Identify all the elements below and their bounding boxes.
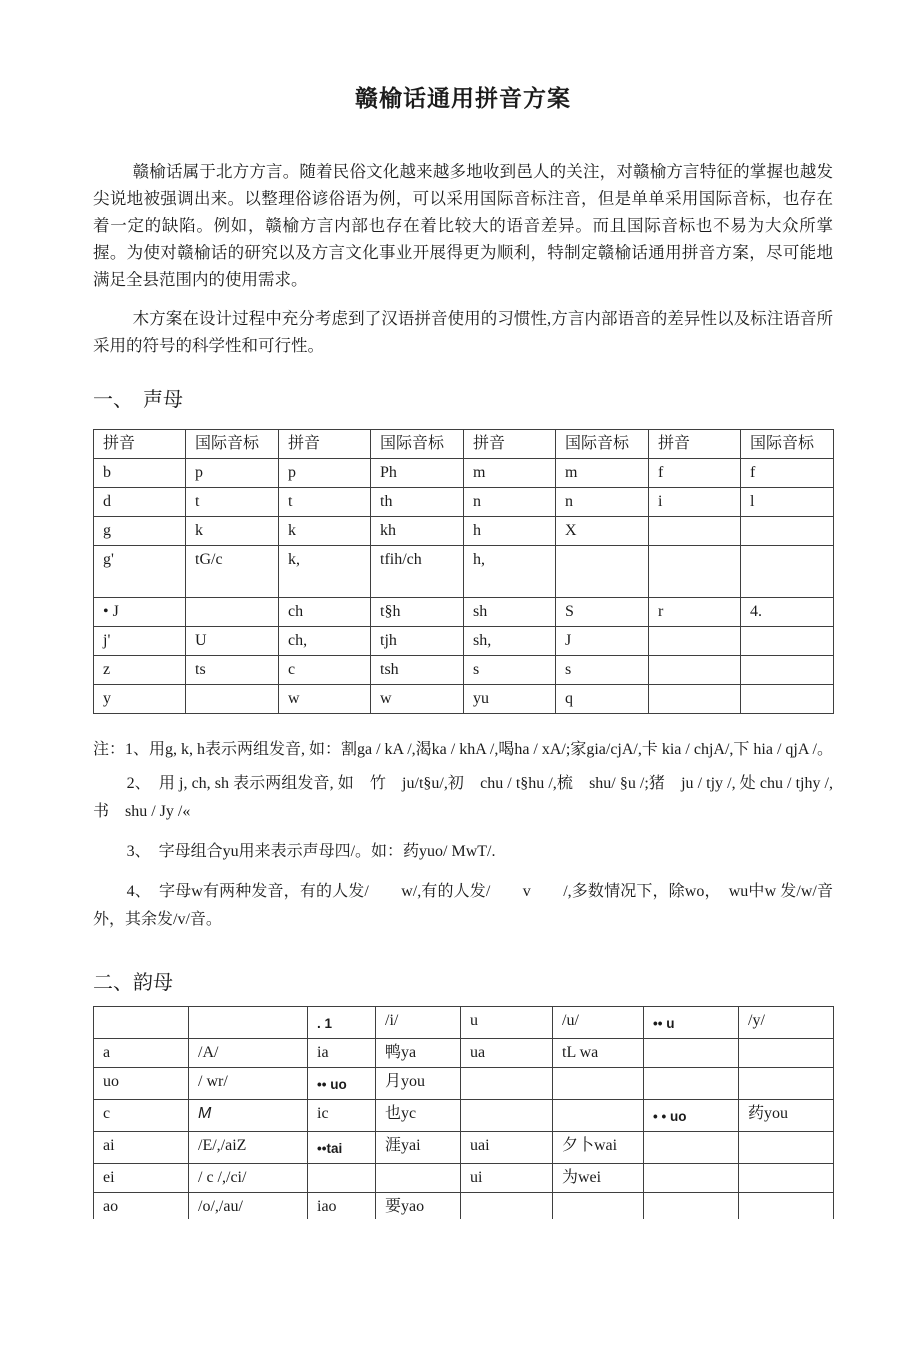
table-cell: b: [94, 459, 186, 488]
table-cell: [649, 627, 741, 656]
table-cell: [644, 1193, 739, 1220]
table-cell: tjh: [371, 627, 464, 656]
table-cell: 国际音标: [556, 430, 649, 459]
note-2: 2、 用 j, ch, sh 表示两组发音, 如 竹 ju/t§u/,初 chu / t§hu /,梳 shu/ §u /;猪 ju / tjy /, 处 chu / tjhy /,书 shu / Jy /«: [93, 775, 833, 820]
table-cell: /i/: [376, 1007, 461, 1039]
table-cell: t§h: [371, 598, 464, 627]
table-cell: a: [94, 1039, 189, 1068]
table-cell: l: [741, 488, 834, 517]
table-cell: uai: [461, 1132, 553, 1164]
table-cell: /y/: [739, 1007, 834, 1039]
table-cell: /E/,/aiZ: [189, 1132, 308, 1164]
table-cell: g': [94, 546, 186, 598]
table-cell: n: [464, 488, 556, 517]
table-cell: [461, 1068, 553, 1100]
table-cell: 国际音标: [741, 430, 834, 459]
table-cell: 夕卜wai: [553, 1132, 644, 1164]
table-cell: ic: [308, 1100, 376, 1132]
table-cell: g: [94, 517, 186, 546]
document-content: [93, 0, 833, 1219]
table-cell: m: [464, 459, 556, 488]
table-cell: q: [556, 685, 649, 714]
table-cell: [553, 1100, 644, 1132]
table-cell: [94, 1007, 189, 1039]
table-cell: / c /,/ci/: [189, 1164, 308, 1193]
intro-paragraph-2: 木方案在设计过程中充分考虑到了汉语拼音使用的习惯性,方言内部语音的差异性以及标注语音所采用的符号的科学性和可行性。: [93, 309, 833, 355]
table-cell: r: [649, 598, 741, 627]
table-cell: / wr/: [189, 1068, 308, 1100]
table-cell: [649, 685, 741, 714]
table-cell: [739, 1068, 834, 1100]
table-cell: n: [556, 488, 649, 517]
table-cell: 药you: [739, 1100, 834, 1132]
table-cell: f: [649, 459, 741, 488]
table-cell: •• u: [644, 1007, 739, 1039]
section-heading-finals: 二、韵母: [93, 972, 173, 994]
table-cell: h,: [464, 546, 556, 598]
table-cell: [739, 1193, 834, 1220]
table-cell: • J: [94, 598, 186, 627]
table-cell: ts: [186, 656, 279, 685]
table-cell: ei: [94, 1164, 189, 1193]
table-cell: u: [461, 1007, 553, 1039]
table-cell: [556, 546, 649, 598]
table-cell: /u/: [553, 1007, 644, 1039]
table-cell: z: [94, 656, 186, 685]
table-cell: m: [556, 459, 649, 488]
table-cell: t: [186, 488, 279, 517]
table-cell: ia: [308, 1039, 376, 1068]
table-cell: k: [186, 517, 279, 546]
table-cell: [741, 685, 834, 714]
table-cell: h: [464, 517, 556, 546]
table-cell: [376, 1164, 461, 1193]
table-cell: p: [186, 459, 279, 488]
table-cell: ai: [94, 1132, 189, 1164]
table-cell: 涯yai: [376, 1132, 461, 1164]
table-cell: c: [94, 1100, 189, 1132]
table-cell: [741, 656, 834, 685]
table-cell: 为wei: [553, 1164, 644, 1193]
table-cell: ••tai: [308, 1132, 376, 1164]
table-cell: tG/c: [186, 546, 279, 598]
table-cell: k: [279, 517, 371, 546]
table-cell: s: [464, 656, 556, 685]
table-cell: X: [556, 517, 649, 546]
table-cell: [644, 1039, 739, 1068]
table-cell: •• uo: [308, 1068, 376, 1100]
table-cell: ui: [461, 1164, 553, 1193]
note-1: 注：1、用g, k, h表示两组发音, 如：割ga / kA /,渴ka / khA /,喝ha / xA/;家gia/cjA/,卡 kia / chjA/,下 hia / qjA /。: [93, 741, 833, 758]
table-cell: J: [556, 627, 649, 656]
table-cell: sh: [464, 598, 556, 627]
table-cell: 拼音: [94, 430, 186, 459]
finals-table: [93, 1006, 834, 1219]
table-cell: [739, 1132, 834, 1164]
table-cell: [186, 685, 279, 714]
table-cell: [741, 546, 834, 598]
table-cell: t: [279, 488, 371, 517]
table-cell: 4.: [741, 598, 834, 627]
table-cell: [308, 1164, 376, 1193]
table-cell: U: [186, 627, 279, 656]
table-cell: [461, 1100, 553, 1132]
table-cell: k,: [279, 546, 371, 598]
notes-block: [93, 730, 833, 934]
table-cell: [644, 1132, 739, 1164]
table-cell: tsh: [371, 656, 464, 685]
table-cell: 也yc: [376, 1100, 461, 1132]
table-cell: [741, 517, 834, 546]
table-cell: Ph: [371, 459, 464, 488]
intro-paragraph-1: 赣榆话属于北方方言。随着民俗文化越来越多地收到邑人的关注，对赣榆方言特征的掌握也越发尖说地被强调出来。以整理俗谚俗语为例，可以采用国际音标注音，但是单单采用国际音标，也存在着一定的缺陷。例如，赣榆方言内部也存在着比较大的语音差异。而且国际音标也不易为大众所掌握。为使对赣榆话的研究以及方言文化事业开展得更为顺利，特制定赣榆话通用拼音方案，尽可能地满足全县范围内的使用需求。: [93, 162, 833, 289]
table-cell: j': [94, 627, 186, 656]
table-cell: 国际音标: [186, 430, 279, 459]
table-cell: /o/,/au/: [189, 1193, 308, 1220]
table-cell: kh: [371, 517, 464, 546]
table-cell: f: [741, 459, 834, 488]
table-cell: [739, 1164, 834, 1193]
table-cell: iao: [308, 1193, 376, 1220]
table-cell: S: [556, 598, 649, 627]
table-cell: 拼音: [464, 430, 556, 459]
note-4: 4、 字母w有两种发音，有的人发/ w/,有的人发/ v /,多数情况下，除wo， wu中w 发/w/音外，其余发/v/音。: [93, 883, 833, 928]
table-cell: ch,: [279, 627, 371, 656]
table-cell: w: [371, 685, 464, 714]
table-cell: d: [94, 488, 186, 517]
table-cell: • • uo: [644, 1100, 739, 1132]
section-heading-initials: 一、 声母: [93, 389, 183, 411]
table-cell: 拼音: [279, 430, 371, 459]
table-cell: 要yao: [376, 1193, 461, 1220]
table-cell: [649, 656, 741, 685]
table-cell: c: [279, 656, 371, 685]
table-cell: th: [371, 488, 464, 517]
table-cell: 国际音标: [371, 430, 464, 459]
table-cell: [553, 1193, 644, 1220]
table-cell: ch: [279, 598, 371, 627]
table-cell: [739, 1039, 834, 1068]
initials-table: [93, 429, 834, 714]
table-cell: . 1: [308, 1007, 376, 1039]
table-cell: tL wa: [553, 1039, 644, 1068]
table-cell: /A/: [189, 1039, 308, 1068]
table-cell: [649, 546, 741, 598]
table-cell: [741, 627, 834, 656]
table-cell: 拼音: [649, 430, 741, 459]
table-cell: [644, 1068, 739, 1100]
table-cell: i: [649, 488, 741, 517]
table-cell: ua: [461, 1039, 553, 1068]
table-cell: s: [556, 656, 649, 685]
table-cell: 鸭ya: [376, 1039, 461, 1068]
table-cell: p: [279, 459, 371, 488]
table-cell: ao: [94, 1193, 189, 1220]
table-cell: [644, 1164, 739, 1193]
table-cell: [553, 1068, 644, 1100]
table-cell: [189, 1007, 308, 1039]
table-cell: y: [94, 685, 186, 714]
table-cell: [649, 517, 741, 546]
table-cell: sh,: [464, 627, 556, 656]
document-title: 赣榆话通用拼音方案: [355, 86, 571, 111]
table-cell: tfih/ch: [371, 546, 464, 598]
table-cell: yu: [464, 685, 556, 714]
table-cell: [461, 1193, 553, 1220]
table-cell: uo: [94, 1068, 189, 1100]
table-cell: M: [189, 1100, 308, 1132]
table-cell: [186, 598, 279, 627]
table-cell: w: [279, 685, 371, 714]
note-3: 3、 字母组合yu用来表示声母四/。如：药yuo/ MwT/.: [126, 843, 496, 860]
table-cell: 月you: [376, 1068, 461, 1100]
